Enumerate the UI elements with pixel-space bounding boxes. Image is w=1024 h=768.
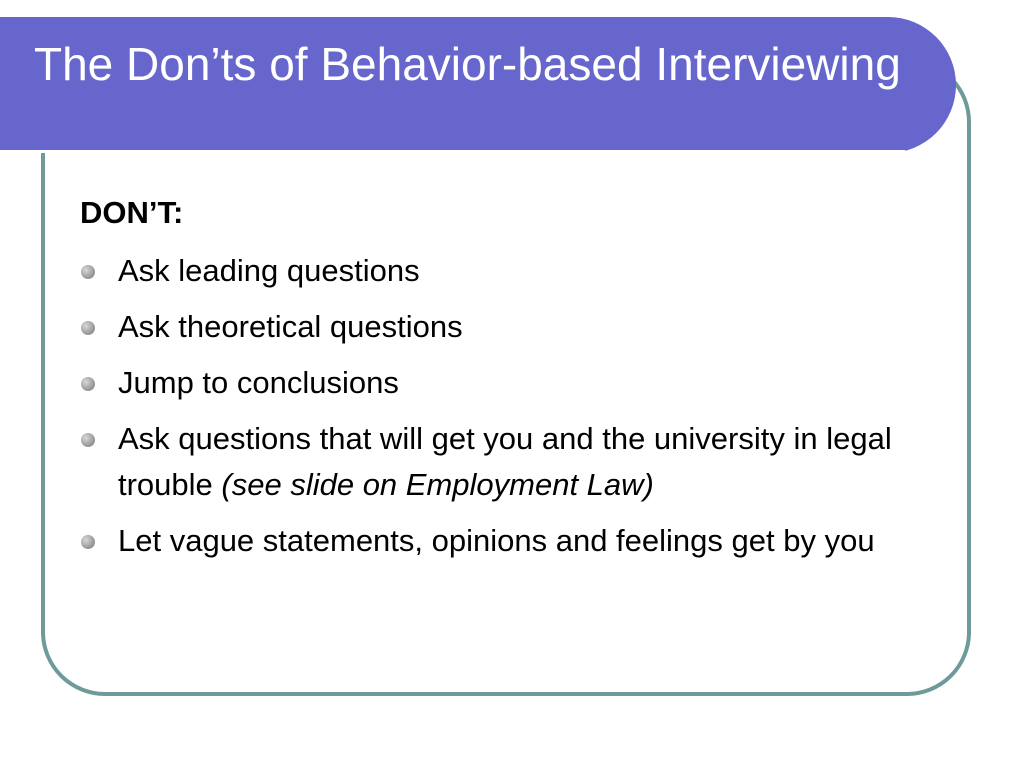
bullet-text: Ask questions that will get you and the university in legal trouble	[118, 421, 892, 502]
bullet-dot-icon	[81, 321, 95, 335]
bullet-text: Let vague statements, opinions and feelings get by you	[118, 523, 875, 558]
bullet-item	[80, 416, 920, 508]
bullet-dot-icon	[81, 535, 95, 549]
title-band	[0, 17, 956, 153]
bullet-dot-icon	[81, 433, 95, 447]
bullet-text: Jump to conclusions	[118, 365, 399, 400]
slide-title: The Don’ts of Behavior-based Interviewing	[34, 38, 901, 90]
bullet-emphasis: (see slide on Employment Law)	[221, 467, 654, 502]
slide-body	[80, 190, 920, 574]
title-underline	[0, 150, 905, 153]
body-heading: DON’T:	[80, 195, 184, 230]
bullet-dot-icon	[81, 265, 95, 279]
bullet-list	[80, 248, 920, 564]
bullet-text: Ask leading questions	[118, 253, 420, 288]
bullet-item	[80, 248, 920, 294]
bullet-item	[80, 304, 920, 350]
bullet-item	[80, 360, 920, 406]
bullet-text: Ask theoretical questions	[118, 309, 463, 344]
bullet-item	[80, 518, 920, 564]
bullet-dot-icon	[81, 377, 95, 391]
